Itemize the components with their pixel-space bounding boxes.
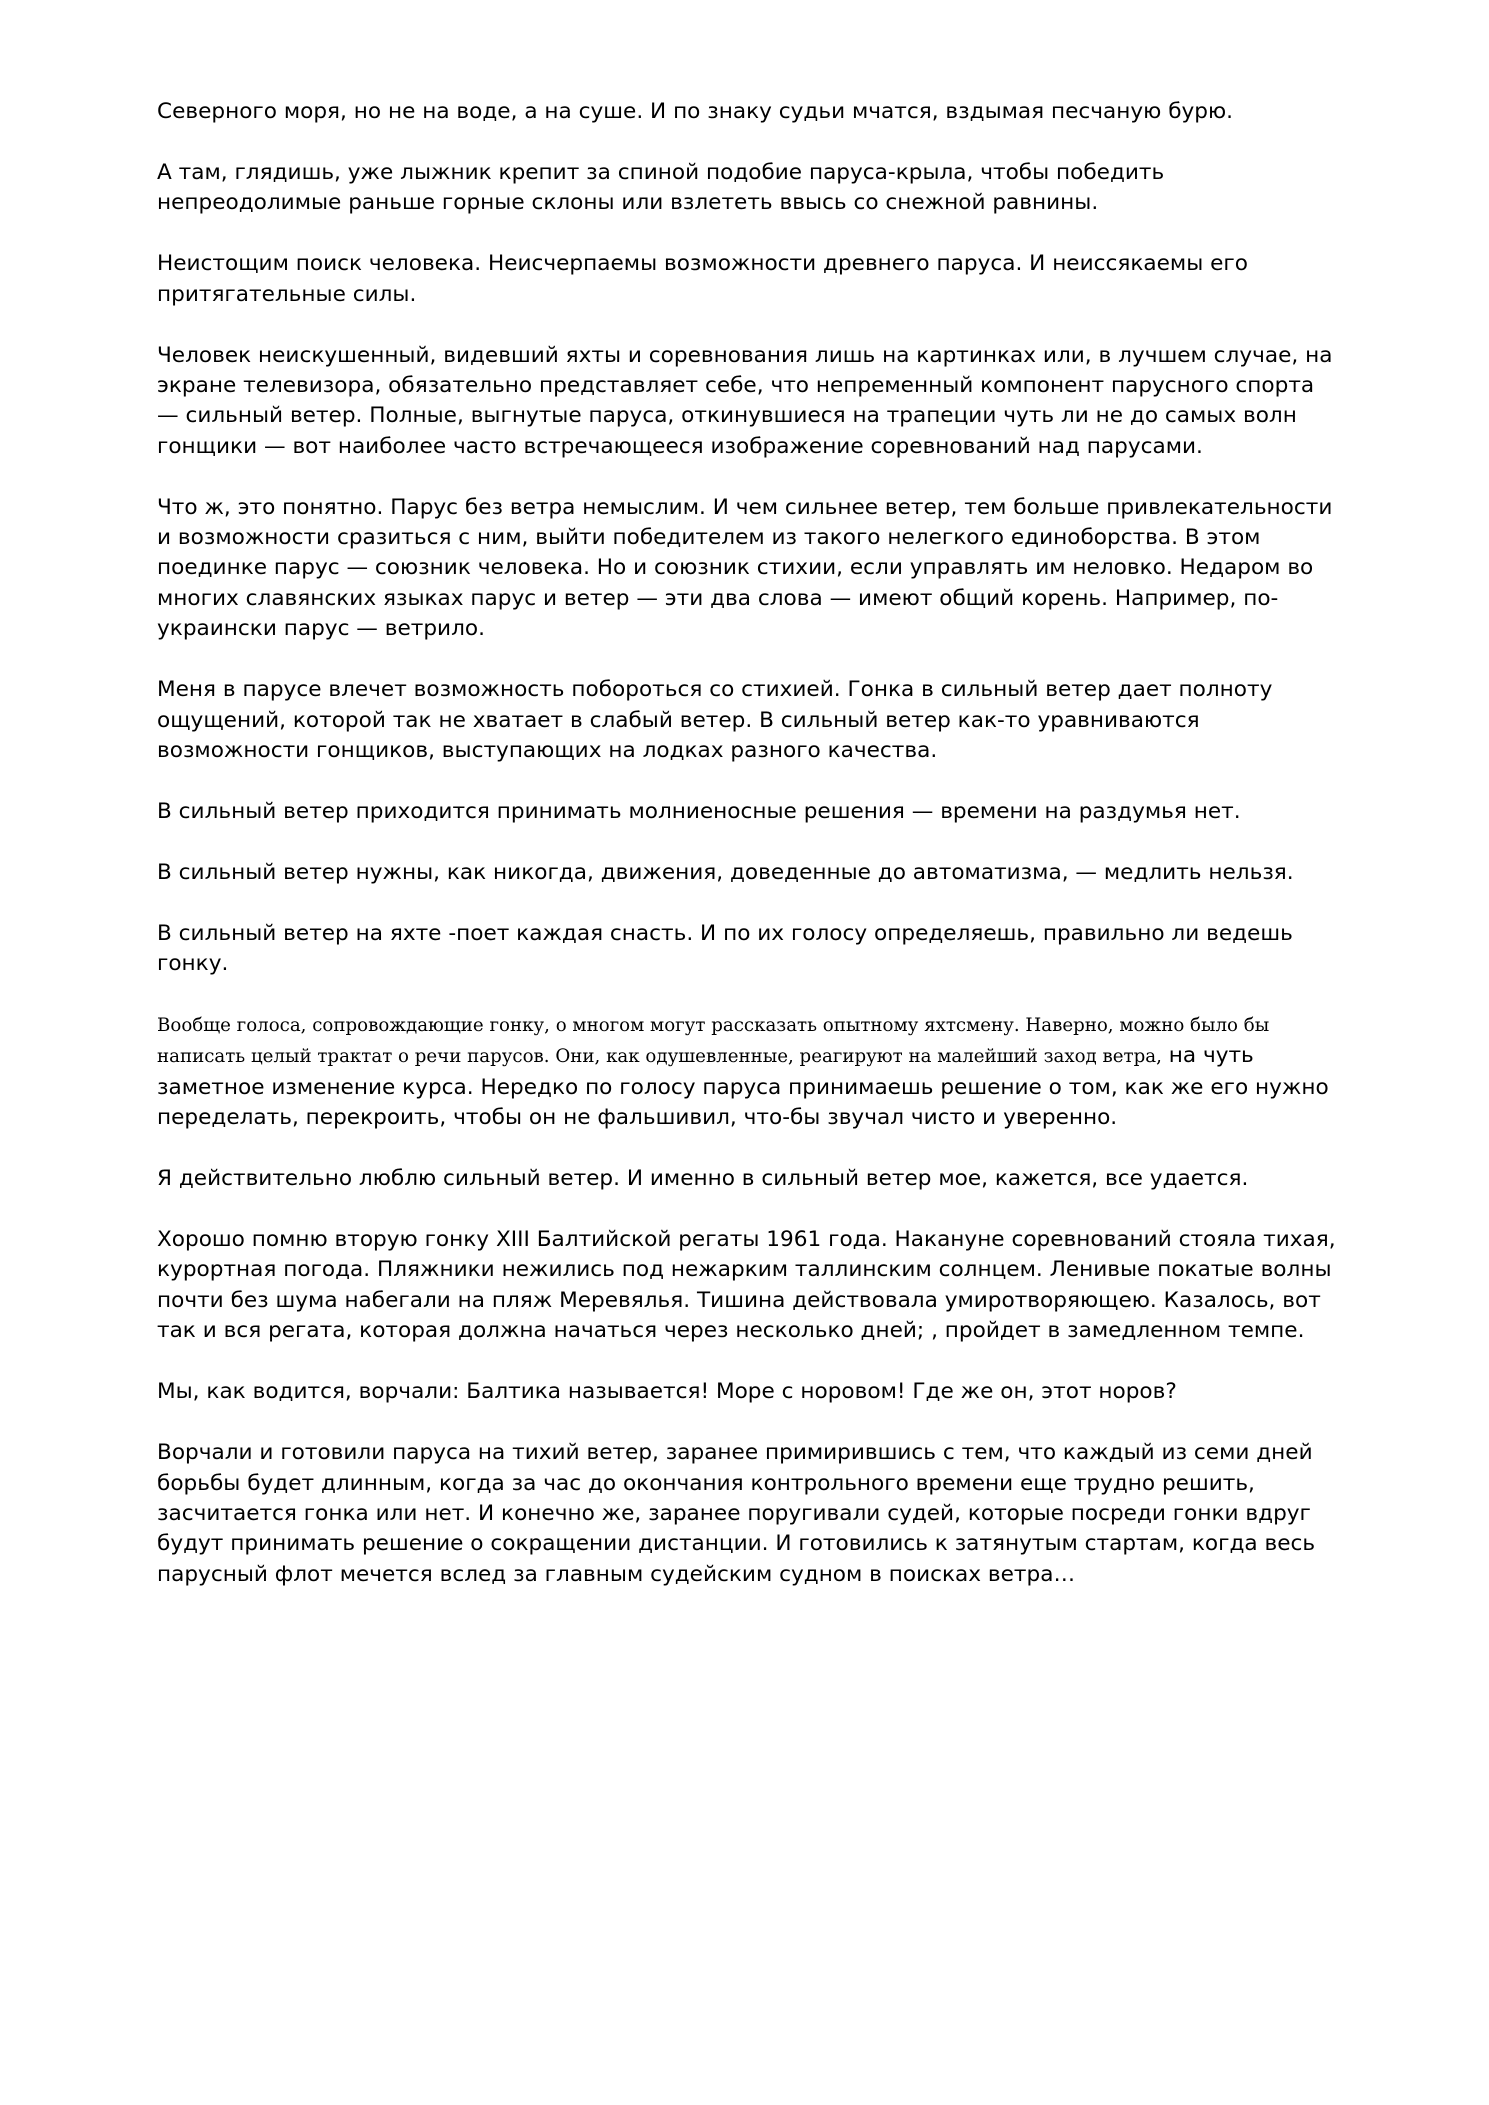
paragraph: Ворчали и готовили паруса на тихий ветер, заранее примирившись с тем, что каждый из семи дней борьбы будет длинным, когда за час до окончания контрольного времени еще трудно решить, засчитается гонка или нет. И конечно же, заранее поругивали судей, которые посреди гонки вдруг будут принимать решение о сокращении дистанции. И готовились к затянутым стартам, когда весь парусный флот мечется вслед за главным судейским судном в поисках ветра… [157, 1440, 1316, 1587]
paragraph: В сильный ветер нужны, как никогда, движения, доведенные до автоматизма, — медлить нельзя. [157, 859, 1294, 885]
paragraph: Мы, как водится, ворчали: Балтика называется! Море с норовом! Где же он, этот норов? [157, 1379, 1177, 1405]
paragraph: Меня в парусе влечет возможность побороться со стихией. Гонка в сильный ветер дает полноту ощущений, которой так не хватает в слабый ветер. В сильный ветер как-то уравниваются возможности гонщиков, выступающих на лодках разного качества. [157, 677, 1273, 763]
body-text-column [157, 97, 1337, 1590]
paragraph: В сильный ветер на яхте -поет каждая снасть. И по их голосу определяешь, правильно ли ведешь гонку. [157, 920, 1293, 977]
paragraph: А там, глядишь, уже лыжник крепит за спиной подобие паруса-крыла, чтобы победить непреодолимые раньше горные склоны или взлететь ввысь со снежной равнины. [157, 159, 1165, 216]
paragraph-mixed-fonts [157, 1010, 1337, 1134]
serif-text-run: Вообще голоса, сопровождающие гонку, о многом могут рассказать опытному яхтсмену. Наверно, можно было бы написать целый трактат о речи парусов. Они, как одушевленные, реагируют на малейший заход ветра, [157, 1015, 1270, 1068]
paragraph: Хорошо помню вторую гонку XIII Балтийской регаты 1961 года. Накануне соревнований стояла тихая, курортная погода. Пляжники нежились под нежарким таллинским солнцем. Ленивые покатые волны почти без шума набегали на пляж Меревялья. Тишина действовала умиротворяющею. Казалось, вот так и вся регата, которая должна начаться через несколько дней; , пройдет в замедленном темпе. [157, 1227, 1336, 1344]
paragraph: Северного моря, но не на воде, а на суше. И по знаку судьи мчатся, вздымая песчаную бурю. [157, 99, 1234, 124]
paragraph: Я действительно люблю сильный ветер. И именно в сильный ветер мое, кажется, все удается. [157, 1166, 1249, 1192]
paragraph: Неистощим поиск человека. Неисчерпаемы возможности древнего паруса. И неиссякаемы его притягательные силы. [157, 251, 1248, 307]
sans-text-run: на чуть заметное изменение курса. Нередко по голосу паруса принимаешь решение о том, как же его нужно переделать, перекроить, чтобы он не фальшивил, что-бы звучал чисто и уверенно. [157, 1043, 1329, 1131]
paragraph: Что ж, это понятно. Парус без ветра немыслим. И чем сильнее ветер, тем больше привлекательности и возможности сразиться с ним, выйти победителем из такого нелегкого единоборства. В этом поединке парус — союзник человека. Но и союзник стихии, если управлять им неловко. Недаром во многих славянских языках парус и ветер — эти два слова — имеют общий корень. Например, по-украински парус — ветрило. [157, 494, 1333, 642]
paragraph: В сильный ветер приходится принимать молниеносные решения — времени на раздумья нет. [157, 798, 1241, 824]
paragraph: Человек неискушенный, видевший яхты и соревнования лишь на картинках или, в лучшем случае, на экране телевизора, обязательно представляет себе, что непременный компонент парусного спорта — сильный ветер. Полные, выгнутые паруса, откинувшиеся на трапеции чуть ли не до самых волн гонщики — вот наиболее часто встречающееся изображение соревнований над парусами. [157, 342, 1333, 459]
